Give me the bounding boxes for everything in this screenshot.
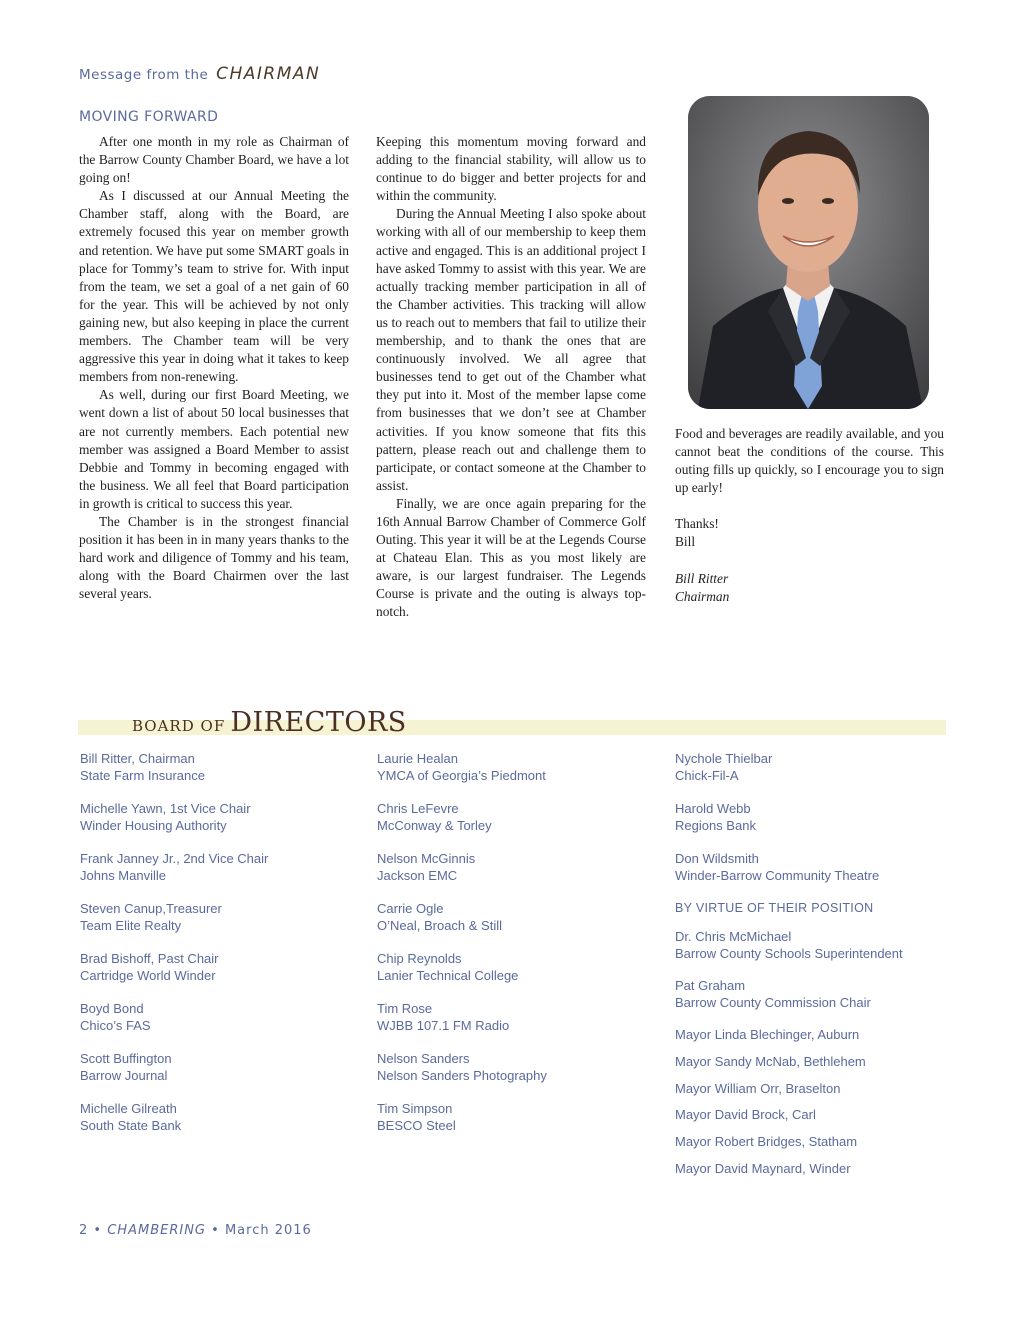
member-name: Nelson Sanders: [377, 1051, 470, 1066]
board-member: [377, 850, 667, 884]
footer-bullet: •: [211, 1223, 220, 1238]
member-org: YMCA of Georgia’s Piedmont: [377, 768, 546, 783]
header-title: CHAIRMAN: [216, 64, 321, 84]
magazine-name: CHAMBERING: [107, 1223, 206, 1238]
member-org: WJBB 107.1 FM Radio: [377, 1018, 510, 1033]
member-name: Tim Simpson: [377, 1101, 453, 1116]
mayor-entry: Mayor David Brock, Carl: [675, 1107, 816, 1123]
signature-name: Bill Ritter: [675, 570, 729, 586]
member-org: Nelson Sanders Photography: [377, 1068, 547, 1083]
board-member: [80, 950, 370, 984]
member-name: Nelson McGinnis: [377, 851, 476, 866]
member-org: State Farm Insurance: [80, 768, 205, 783]
chairman-portrait: [688, 96, 929, 409]
member-org: Jackson EMC: [377, 868, 458, 883]
member-org: Barrow County Commission Chair: [675, 995, 871, 1010]
member-name: Pat Graham: [675, 978, 746, 993]
member-name: Brad Bishoff, Past Chair: [80, 951, 219, 966]
paragraph: As well, during our first Board Meeting, we went down a list of about 50 local businesses that are not currently members. Each potential new member was assigned a Board Member to assist Debbie and Tommy in becoming engaged with the business. We all feel that Board participation in growth is critical to success this year.: [79, 387, 349, 511]
first-name-line: Bill: [675, 534, 696, 550]
board-title-big: DIRECTORS: [230, 707, 407, 738]
member-org: Johns Manville: [80, 868, 166, 883]
member-org: Lanier Technical College: [377, 968, 519, 983]
board-member: [377, 750, 667, 784]
paragraph: Finally, we are once again preparing for the 16th Annual Barrow Chamber of Commerce Golf Outing. This year it will be at the Legends Course at Chateau Elan. This as you most likely are aware, is our largest fundraiser. The Legends Course is private and the outing is always top-notch.: [376, 495, 646, 620]
board-member: [80, 1100, 370, 1134]
paragraph: During the Annual Meeting I also spoke about working with all of our membership to keep them active and engaged. This is an additional project I have asked Tommy to assist with this year. We are actually tracking member participation in all of the Chamber activities. This tracking will allow us to reach out to members that fail to utilize their membership, and to thank the ones that are continuously involved. We all agree that businesses tend to get out of the Chamber what they put into it. Most of the member lapse come from businesses that we don’t see at Chamber activities. If you know someone that fits this pattern, please reach out and challenge them to participate, or contact someone at the Chamber to assist.: [376, 206, 646, 493]
section-title: MOVING FORWARD: [79, 109, 219, 125]
board-column-2: [377, 750, 667, 1150]
paragraph: Food and beverages are readily available, and you cannot beat the conditions of the course. This outing fills up quickly, so I encourage you to sign up early!: [675, 426, 944, 496]
paragraph: As I discussed at our Annual Meeting the Chamber staff, along with the Board, are extremely focused this year on member growth and retention. We have put some SMART goals in place for Tommy’s team to strive for. With input from the team, we set a goal of a net gain of 60 for the year. This will be achieved by not only gaining new, but also keeping in place the current members. The Chamber team will be very aggressive this year in doing what it takes to keep members from non-renewing.: [79, 188, 349, 385]
board-member: [377, 1050, 667, 1084]
board-member: [80, 750, 370, 784]
member-name: Frank Janney Jr., 2nd Vice Chair: [80, 851, 269, 866]
board-column-3: [675, 750, 965, 1187]
member-org: McConway & Torley: [377, 818, 492, 833]
header: [79, 64, 320, 84]
mayor-entry: Mayor Linda Blechinger, Auburn: [675, 1027, 860, 1042]
board-member: [80, 850, 370, 884]
member-org: Cartridge World Winder: [80, 968, 216, 983]
member-org: South State Bank: [80, 1118, 182, 1133]
article-column-2: [376, 133, 646, 622]
mayor-entry: Mayor David Maynard, Winder: [675, 1160, 851, 1176]
board-column-1: [80, 750, 370, 1150]
board-member: [377, 1000, 667, 1034]
member-name: Nychole Thielbar: [675, 751, 773, 766]
board-member: [377, 800, 667, 834]
header-prefix: Message from the: [79, 67, 209, 83]
board-member: [80, 800, 370, 834]
board-member: [675, 750, 965, 784]
article-column-3: [675, 425, 944, 606]
member-name: Tim Rose: [377, 1001, 433, 1016]
member-org: Chico’s FAS: [80, 1018, 151, 1033]
issue-date: March 2016: [224, 1223, 312, 1238]
footer-bullet: •: [93, 1223, 103, 1238]
virtue-member: [675, 977, 965, 1011]
virtue-member: [675, 928, 965, 962]
member-name: Laurie Healan: [377, 751, 458, 766]
board-member: [675, 850, 965, 884]
paragraph: Keeping this momentum moving forward and adding to the financial stability, will allow us to continue to do bigger and better projects for and within the community.: [376, 134, 646, 204]
paragraph: The Chamber is in the strongest financial position it has been in in many years thanks to the hard work and diligence of Tommy and his team, along with the Board Chairmen over the last several years.: [79, 513, 349, 602]
board-member: [675, 800, 965, 834]
member-org: Regions Bank: [675, 818, 756, 833]
member-name: Michelle Gilreath: [80, 1101, 177, 1116]
member-name: Scott Buffington: [80, 1051, 172, 1066]
board-member: [377, 900, 667, 934]
board-member: [377, 950, 667, 984]
member-name: Bill Ritter, Chairman: [80, 751, 195, 766]
article-column-1: [79, 133, 349, 603]
member-org: Team Elite Realty: [80, 918, 182, 933]
member-org: Chick-Fil-A: [675, 768, 739, 783]
board-title: [132, 707, 407, 738]
member-org: BESCO Steel: [377, 1118, 456, 1133]
member-org: Barrow County Schools Superintendent: [675, 946, 903, 961]
board-member: [377, 1100, 667, 1134]
page-footer: [79, 1223, 312, 1238]
board-member: [80, 1000, 370, 1034]
board-member: [80, 1050, 370, 1084]
member-org: Barrow Journal: [80, 1068, 168, 1083]
paragraph: After one month in my role as Chairman of the Barrow County Chamber Board, we have a lot going on!: [79, 134, 349, 186]
signature-title: Chairman: [675, 588, 730, 604]
thanks-line: Thanks!: [675, 516, 719, 532]
member-name: Harold Webb: [675, 801, 751, 816]
member-name: Michelle Yawn, 1st Vice Chair: [80, 801, 251, 816]
member-name: Chip Reynolds: [377, 951, 462, 966]
page-number: 2: [79, 1223, 89, 1238]
member-name: Boyd Bond: [80, 1001, 144, 1016]
member-name: Chris LeFevre: [377, 801, 459, 816]
member-name: Dr. Chris McMichael: [675, 929, 792, 944]
member-name: Don Wildsmith: [675, 851, 759, 866]
mayor-entry: Mayor William Orr, Braselton: [675, 1080, 841, 1096]
member-org: O’Neal, Broach & Still: [377, 918, 502, 933]
board-title-small: BOARD OF: [132, 717, 226, 735]
member-org: Winder Housing Authority: [80, 818, 227, 833]
portrait-illustration: [688, 96, 929, 409]
virtue-heading: BY VIRTUE OF THEIR POSITION: [675, 901, 874, 915]
member-name: Steven Canup,Treasurer: [80, 901, 222, 916]
mayor-entry: Mayor Robert Bridges, Statham: [675, 1134, 858, 1150]
board-member: [80, 900, 370, 934]
mayor-entry: Mayor Sandy McNab, Bethlehem: [675, 1053, 866, 1069]
member-org: Winder-Barrow Community Theatre: [675, 868, 880, 883]
member-name: Carrie Ogle: [377, 901, 444, 916]
